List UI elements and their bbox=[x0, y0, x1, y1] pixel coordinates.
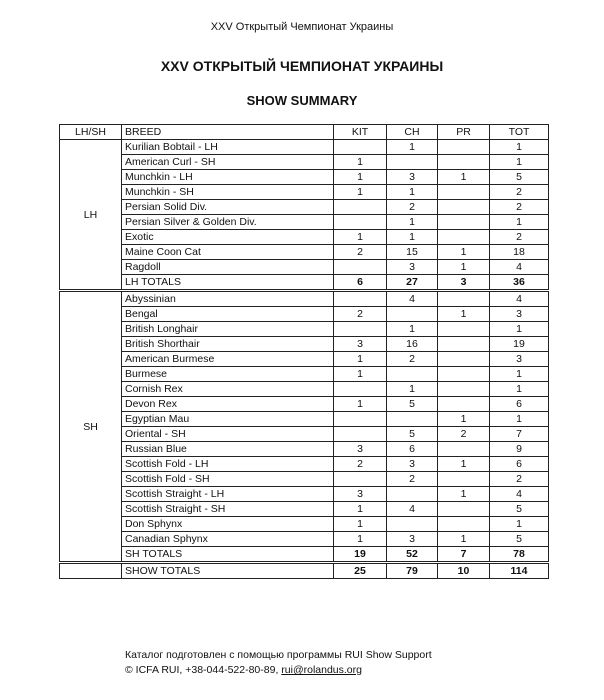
breed-cell: Scottish Straight - LH bbox=[122, 487, 334, 502]
column-header: PR bbox=[438, 125, 490, 140]
group-totals-row bbox=[60, 547, 549, 563]
count-cell: 1 bbox=[334, 367, 387, 382]
count-cell bbox=[334, 382, 387, 397]
count-cell bbox=[438, 291, 490, 307]
count-cell: 3 bbox=[490, 352, 549, 367]
breed-cell: American Burmese bbox=[122, 352, 334, 367]
totals-cell: 6 bbox=[334, 275, 387, 291]
count-cell: 1 bbox=[334, 532, 387, 547]
table-row bbox=[60, 245, 549, 260]
count-cell: 6 bbox=[490, 457, 549, 472]
count-cell bbox=[438, 230, 490, 245]
count-cell: 3 bbox=[387, 170, 438, 185]
running-header: XXV Открытый Чемпионат Украины bbox=[210, 21, 394, 33]
empty-cell bbox=[60, 563, 122, 579]
count-cell: 1 bbox=[438, 487, 490, 502]
count-cell: 1 bbox=[387, 185, 438, 200]
count-cell: 4 bbox=[387, 502, 438, 517]
count-cell: 5 bbox=[490, 502, 549, 517]
totals-cell: 19 bbox=[334, 547, 387, 563]
count-cell bbox=[334, 322, 387, 337]
count-cell: 1 bbox=[334, 155, 387, 170]
breed-cell: Russian Blue bbox=[122, 442, 334, 457]
count-cell: 15 bbox=[387, 245, 438, 260]
count-cell bbox=[438, 215, 490, 230]
count-cell: 4 bbox=[490, 260, 549, 275]
breed-cell: Munchkin - SH bbox=[122, 185, 334, 200]
table-row bbox=[60, 230, 549, 245]
totals-label: SH TOTALS bbox=[122, 547, 334, 563]
table-row bbox=[60, 155, 549, 170]
column-header: KIT bbox=[334, 125, 387, 140]
table-header-row bbox=[60, 125, 549, 140]
table-row bbox=[60, 502, 549, 517]
count-cell: 1 bbox=[490, 367, 549, 382]
count-cell bbox=[438, 185, 490, 200]
count-cell: 1 bbox=[438, 245, 490, 260]
footer-credit: Каталог подготовлен с помощью программы RUI Show Support bbox=[125, 649, 432, 661]
table-row bbox=[60, 382, 549, 397]
count-cell: 5 bbox=[387, 397, 438, 412]
footer-contact-text: © ICFA RUI, +38-044-522-80-89, bbox=[125, 664, 282, 676]
count-cell bbox=[438, 155, 490, 170]
count-cell: 2 bbox=[334, 457, 387, 472]
count-cell bbox=[387, 155, 438, 170]
count-cell bbox=[334, 291, 387, 307]
count-cell: 7 bbox=[490, 427, 549, 442]
column-header: BREED bbox=[122, 125, 334, 140]
table-row bbox=[60, 487, 549, 502]
show-totals-row bbox=[60, 563, 549, 579]
count-cell: 4 bbox=[490, 487, 549, 502]
count-cell: 2 bbox=[490, 230, 549, 245]
count-cell: 2 bbox=[334, 245, 387, 260]
count-cell: 4 bbox=[387, 291, 438, 307]
count-cell: 1 bbox=[490, 517, 549, 532]
count-cell bbox=[387, 517, 438, 532]
totals-cell: 27 bbox=[387, 275, 438, 291]
count-cell: 2 bbox=[438, 427, 490, 442]
count-cell: 1 bbox=[334, 185, 387, 200]
totals-cell: 7 bbox=[438, 547, 490, 563]
breed-cell: Munchkin - LH bbox=[122, 170, 334, 185]
breed-cell: Scottish Straight - SH bbox=[122, 502, 334, 517]
count-cell: 1 bbox=[387, 230, 438, 245]
count-cell: 2 bbox=[490, 185, 549, 200]
breed-cell: Devon Rex bbox=[122, 397, 334, 412]
breed-cell: American Curl - SH bbox=[122, 155, 334, 170]
breed-cell: Burmese bbox=[122, 367, 334, 382]
group-totals-row bbox=[60, 275, 549, 291]
totals-cell: 25 bbox=[334, 563, 387, 579]
count-cell: 1 bbox=[387, 382, 438, 397]
count-cell: 3 bbox=[387, 457, 438, 472]
count-cell: 6 bbox=[387, 442, 438, 457]
count-cell: 1 bbox=[438, 170, 490, 185]
count-cell bbox=[438, 502, 490, 517]
column-header: LH/SH bbox=[60, 125, 122, 140]
count-cell bbox=[438, 397, 490, 412]
count-cell: 1 bbox=[438, 457, 490, 472]
breed-cell: Exotic bbox=[122, 230, 334, 245]
count-cell: 1 bbox=[490, 412, 549, 427]
count-cell: 3 bbox=[387, 260, 438, 275]
breed-cell: Ragdoll bbox=[122, 260, 334, 275]
table-row bbox=[60, 200, 549, 215]
breed-cell: Persian Solid Div. bbox=[122, 200, 334, 215]
count-cell bbox=[438, 367, 490, 382]
count-cell bbox=[387, 367, 438, 382]
column-header: TOT bbox=[490, 125, 549, 140]
count-cell: 1 bbox=[334, 502, 387, 517]
count-cell bbox=[438, 472, 490, 487]
count-cell: 2 bbox=[490, 200, 549, 215]
count-cell bbox=[438, 442, 490, 457]
group-label: LH bbox=[60, 140, 122, 291]
count-cell: 5 bbox=[490, 532, 549, 547]
count-cell: 3 bbox=[490, 307, 549, 322]
count-cell bbox=[438, 322, 490, 337]
table-row bbox=[60, 185, 549, 200]
count-cell bbox=[334, 200, 387, 215]
breed-cell: British Shorthair bbox=[122, 337, 334, 352]
table-row bbox=[60, 170, 549, 185]
count-cell: 5 bbox=[387, 427, 438, 442]
count-cell bbox=[387, 487, 438, 502]
totals-label: LH TOTALS bbox=[122, 275, 334, 291]
totals-cell: 52 bbox=[387, 547, 438, 563]
column-header: CH bbox=[387, 125, 438, 140]
table-row bbox=[60, 291, 549, 307]
table-row bbox=[60, 352, 549, 367]
count-cell: 2 bbox=[387, 472, 438, 487]
breed-cell: Persian Silver & Golden Div. bbox=[122, 215, 334, 230]
breed-cell: Maine Coon Cat bbox=[122, 245, 334, 260]
count-cell bbox=[334, 412, 387, 427]
table-row bbox=[60, 442, 549, 457]
totals-label: SHOW TOTALS bbox=[122, 563, 334, 579]
count-cell: 3 bbox=[334, 337, 387, 352]
breed-cell: British Longhair bbox=[122, 322, 334, 337]
count-cell: 16 bbox=[387, 337, 438, 352]
count-cell: 3 bbox=[387, 532, 438, 547]
totals-cell: 3 bbox=[438, 275, 490, 291]
count-cell: 1 bbox=[334, 352, 387, 367]
count-cell bbox=[387, 412, 438, 427]
count-cell bbox=[438, 517, 490, 532]
count-cell: 4 bbox=[490, 291, 549, 307]
breed-cell: Don Sphynx bbox=[122, 517, 334, 532]
table-row bbox=[60, 517, 549, 532]
table-row bbox=[60, 457, 549, 472]
count-cell: 3 bbox=[334, 487, 387, 502]
count-cell bbox=[334, 140, 387, 155]
table-row bbox=[60, 307, 549, 322]
totals-cell: 10 bbox=[438, 563, 490, 579]
table-row bbox=[60, 337, 549, 352]
count-cell: 1 bbox=[387, 140, 438, 155]
table-row bbox=[60, 367, 549, 382]
count-cell: 1 bbox=[438, 532, 490, 547]
count-cell bbox=[334, 215, 387, 230]
count-cell: 2 bbox=[387, 352, 438, 367]
table-row bbox=[60, 397, 549, 412]
table-row bbox=[60, 427, 549, 442]
table-row bbox=[60, 412, 549, 427]
group-label: SH bbox=[60, 291, 122, 563]
totals-cell: 78 bbox=[490, 547, 549, 563]
footer bbox=[125, 648, 432, 678]
count-cell bbox=[438, 200, 490, 215]
table-row bbox=[60, 215, 549, 230]
count-cell: 6 bbox=[490, 397, 549, 412]
count-cell bbox=[334, 260, 387, 275]
page-subtitle: SHOW SUMMARY bbox=[246, 93, 358, 108]
count-cell: 1 bbox=[334, 230, 387, 245]
count-cell bbox=[438, 140, 490, 155]
table-row bbox=[60, 472, 549, 487]
email-link[interactable]: rui@rolandus.org bbox=[281, 664, 362, 676]
breed-cell: Oriental - SH bbox=[122, 427, 334, 442]
count-cell: 1 bbox=[334, 170, 387, 185]
count-cell: 2 bbox=[387, 200, 438, 215]
page-title: XXV ОТКРЫТЫЙ ЧЕМПИОНАТ УКРАИНЫ bbox=[160, 58, 444, 74]
table-row bbox=[60, 532, 549, 547]
count-cell: 2 bbox=[490, 472, 549, 487]
table-body bbox=[60, 140, 549, 579]
count-cell: 1 bbox=[334, 517, 387, 532]
count-cell bbox=[438, 382, 490, 397]
show-summary-table bbox=[59, 124, 549, 579]
breed-cell: Scottish Fold - LH bbox=[122, 457, 334, 472]
count-cell bbox=[438, 352, 490, 367]
table-row bbox=[60, 322, 549, 337]
count-cell: 3 bbox=[334, 442, 387, 457]
footer-contact bbox=[125, 663, 432, 678]
count-cell: 1 bbox=[438, 260, 490, 275]
breed-cell: Egyptian Mau bbox=[122, 412, 334, 427]
count-cell bbox=[334, 427, 387, 442]
count-cell: 1 bbox=[438, 307, 490, 322]
breed-cell: Cornish Rex bbox=[122, 382, 334, 397]
count-cell: 9 bbox=[490, 442, 549, 457]
table-row bbox=[60, 140, 549, 155]
count-cell bbox=[438, 337, 490, 352]
count-cell: 18 bbox=[490, 245, 549, 260]
count-cell bbox=[387, 307, 438, 322]
totals-cell: 36 bbox=[490, 275, 549, 291]
count-cell: 1 bbox=[490, 215, 549, 230]
breed-cell: Kurilian Bobtail - LH bbox=[122, 140, 334, 155]
count-cell: 1 bbox=[387, 322, 438, 337]
breed-cell: Canadian Sphynx bbox=[122, 532, 334, 547]
count-cell: 2 bbox=[334, 307, 387, 322]
totals-cell: 114 bbox=[490, 563, 549, 579]
totals-cell: 79 bbox=[387, 563, 438, 579]
breed-cell: Bengal bbox=[122, 307, 334, 322]
count-cell bbox=[334, 472, 387, 487]
count-cell: 1 bbox=[490, 140, 549, 155]
count-cell: 1 bbox=[490, 382, 549, 397]
breed-cell: Abyssinian bbox=[122, 291, 334, 307]
count-cell: 5 bbox=[490, 170, 549, 185]
count-cell: 1 bbox=[438, 412, 490, 427]
count-cell: 1 bbox=[490, 155, 549, 170]
count-cell: 1 bbox=[490, 322, 549, 337]
count-cell: 1 bbox=[334, 397, 387, 412]
table-row bbox=[60, 260, 549, 275]
count-cell: 19 bbox=[490, 337, 549, 352]
count-cell: 1 bbox=[387, 215, 438, 230]
breed-cell: Scottish Fold - SH bbox=[122, 472, 334, 487]
